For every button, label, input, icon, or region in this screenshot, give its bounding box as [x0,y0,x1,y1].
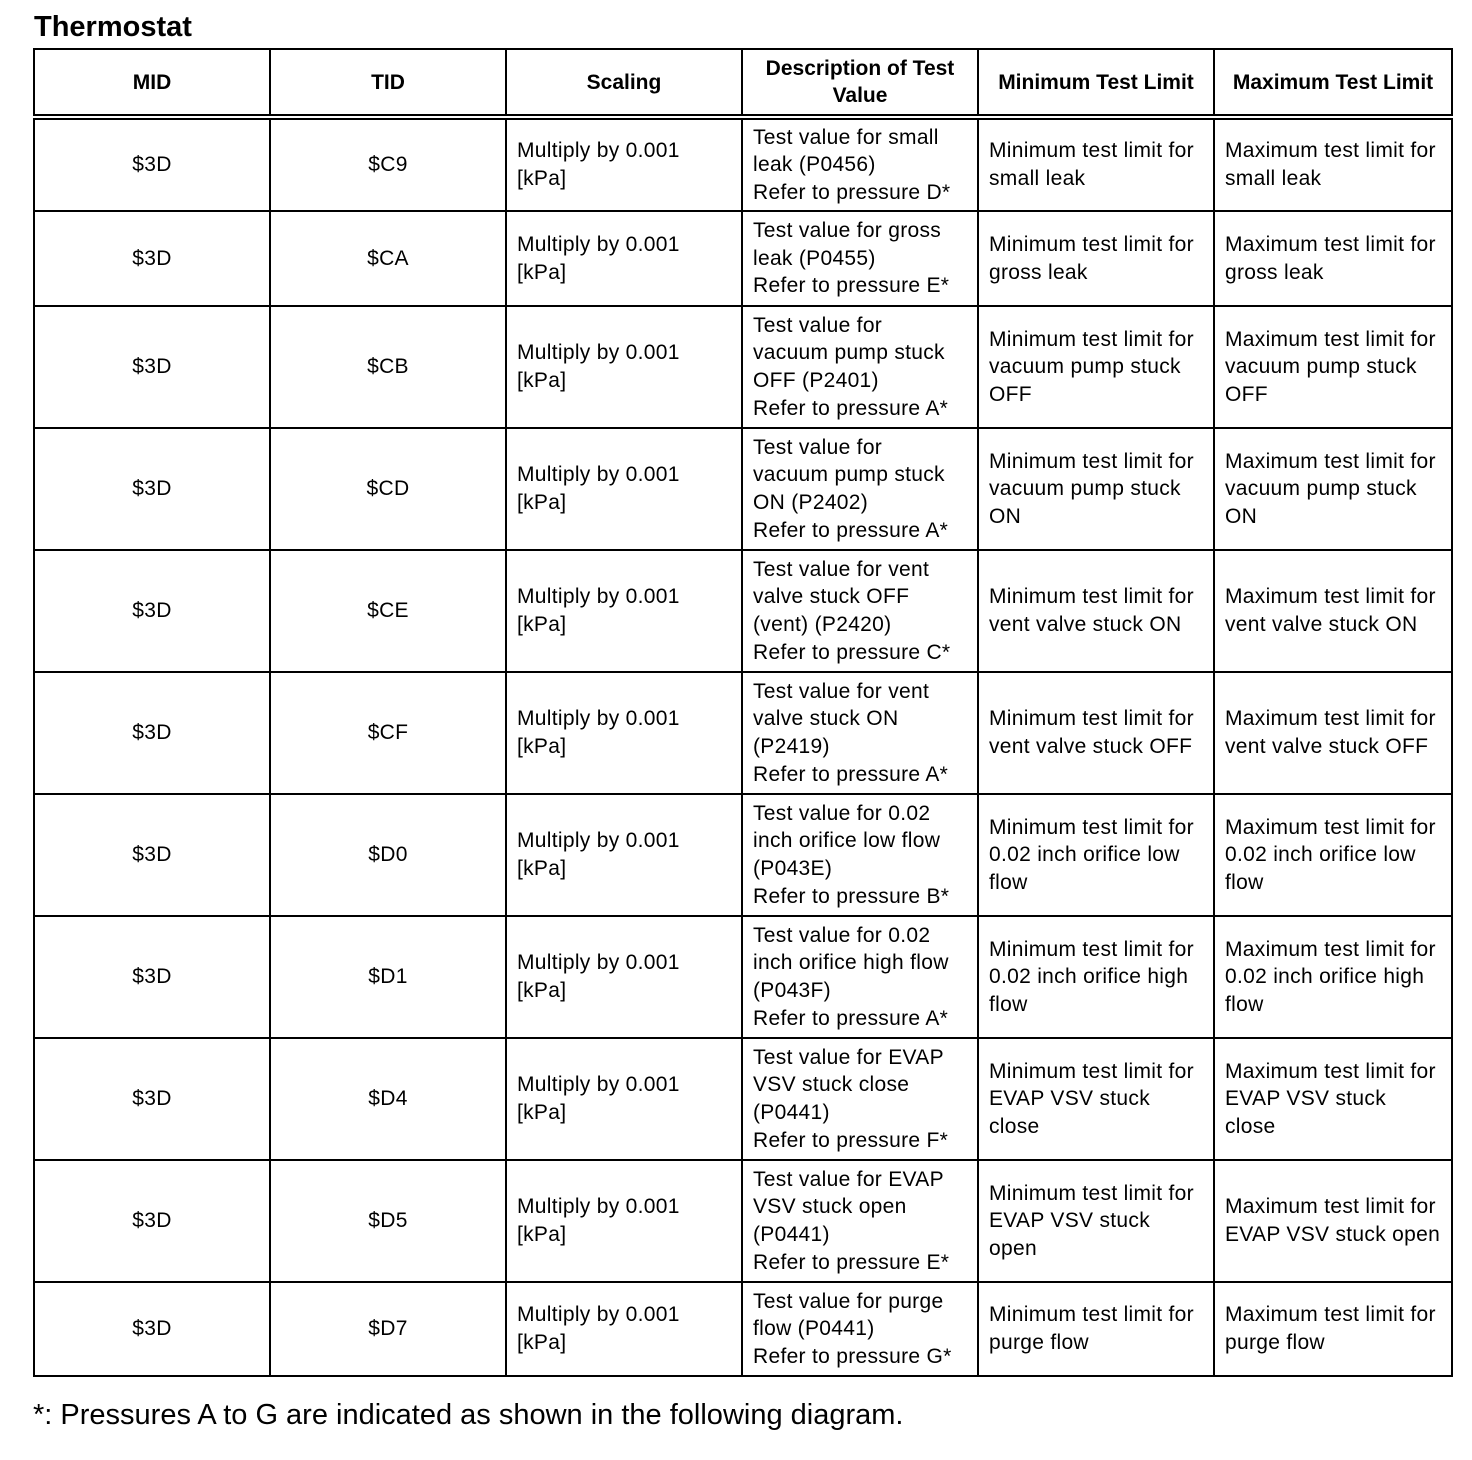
cell-min-limit: Minimum test limit for EVAP VSV stuck open [978,1160,1214,1282]
cell-min-limit: Minimum test limit for vent valve stuck ON [978,550,1214,672]
cell-scaling: Multiply by 0.001 [kPa] [506,672,742,794]
table-row [34,1160,1452,1282]
cell-min-limit: Minimum test limit for purge flow [978,1282,1214,1376]
cell-mid: $3D [34,211,270,306]
cell-mid: $3D [34,672,270,794]
cell-description: Test value for 0.02 inch orifice low flow (P043E) Refer to pressure B* [742,794,978,916]
cell-mid: $3D [34,1038,270,1160]
cell-min-limit: Minimum test limit for 0.02 inch orifice low flow [978,794,1214,916]
page-title: Thermostat [34,11,192,43]
cell-scaling: Multiply by 0.001 [kPa] [506,211,742,306]
cell-mid: $3D [34,1160,270,1282]
header-min-limit: Minimum Test Limit [978,49,1214,117]
cell-min-limit: Minimum test limit for EVAP VSV stuck close [978,1038,1214,1160]
cell-tid: $CB [270,306,506,428]
cell-description: Test value for small leak (P0456) Refer to pressure D* [742,117,978,211]
cell-mid: $3D [34,794,270,916]
cell-max-limit: Maximum test limit for EVAP VSV stuck open [1214,1160,1452,1282]
cell-scaling: Multiply by 0.001 [kPa] [506,1038,742,1160]
cell-min-limit: Minimum test limit for vacuum pump stuck ON [978,428,1214,550]
monitor-test-table [33,48,1453,1377]
cell-description: Test value for gross leak (P0455) Refer to pressure E* [742,211,978,306]
cell-max-limit: Maximum test limit for purge flow [1214,1282,1452,1376]
cell-tid: $CD [270,428,506,550]
cell-min-limit: Minimum test limit for small leak [978,117,1214,211]
cell-description: Test value for vent valve stuck ON (P2419) Refer to pressure A* [742,672,978,794]
cell-description: Test value for vent valve stuck OFF (vent) (P2420) Refer to pressure C* [742,550,978,672]
table-row [34,550,1452,672]
table-row [34,794,1452,916]
table-row [34,1038,1452,1160]
table-row [34,117,1452,211]
cell-scaling: Multiply by 0.001 [kPa] [506,1160,742,1282]
table-row [34,428,1452,550]
header-max-limit: Maximum Test Limit [1214,49,1452,117]
cell-description: Test value for purge flow (P0441) Refer to pressure G* [742,1282,978,1376]
cell-description: Test value for 0.02 inch orifice high flow (P043F) Refer to pressure A* [742,916,978,1038]
cell-scaling: Multiply by 0.001 [kPa] [506,117,742,211]
header-tid: TID [270,49,506,117]
table-row [34,211,1452,306]
cell-tid: $D4 [270,1038,506,1160]
header-description: Description of Test Value [742,49,978,117]
footnote: *: Pressures A to G are indicated as shown in the following diagram. [33,1399,904,1431]
cell-min-limit: Minimum test limit for 0.02 inch orifice high flow [978,916,1214,1038]
cell-max-limit: Maximum test limit for vent valve stuck OFF [1214,672,1452,794]
cell-max-limit: Maximum test limit for vacuum pump stuck OFF [1214,306,1452,428]
cell-scaling: Multiply by 0.001 [kPa] [506,550,742,672]
table-row [34,1282,1452,1376]
cell-mid: $3D [34,306,270,428]
table-row [34,306,1452,428]
cell-tid: $D1 [270,916,506,1038]
cell-tid: $D7 [270,1282,506,1376]
cell-scaling: Multiply by 0.001 [kPa] [506,306,742,428]
cell-max-limit: Maximum test limit for 0.02 inch orifice high flow [1214,916,1452,1038]
cell-mid: $3D [34,428,270,550]
cell-max-limit: Maximum test limit for 0.02 inch orifice low flow [1214,794,1452,916]
cell-mid: $3D [34,1282,270,1376]
header-mid: MID [34,49,270,117]
cell-tid: $CE [270,550,506,672]
cell-mid: $3D [34,550,270,672]
cell-scaling: Multiply by 0.001 [kPa] [506,1282,742,1376]
table-row [34,916,1452,1038]
cell-tid: $CA [270,211,506,306]
cell-scaling: Multiply by 0.001 [kPa] [506,916,742,1038]
header-scaling: Scaling [506,49,742,117]
cell-max-limit: Maximum test limit for gross leak [1214,211,1452,306]
cell-max-limit: Maximum test limit for small leak [1214,117,1452,211]
cell-min-limit: Minimum test limit for vent valve stuck OFF [978,672,1214,794]
cell-tid: $D5 [270,1160,506,1282]
table-header-row [34,49,1452,117]
cell-description: Test value for EVAP VSV stuck open (P0441) Refer to pressure E* [742,1160,978,1282]
cell-scaling: Multiply by 0.001 [kPa] [506,794,742,916]
cell-mid: $3D [34,117,270,211]
cell-max-limit: Maximum test limit for vent valve stuck ON [1214,550,1452,672]
cell-max-limit: Maximum test limit for EVAP VSV stuck close [1214,1038,1452,1160]
cell-mid: $3D [34,916,270,1038]
cell-description: Test value for vacuum pump stuck OFF (P2401) Refer to pressure A* [742,306,978,428]
cell-scaling: Multiply by 0.001 [kPa] [506,428,742,550]
cell-description: Test value for EVAP VSV stuck close (P0441) Refer to pressure F* [742,1038,978,1160]
cell-tid: $CF [270,672,506,794]
table-row [34,672,1452,794]
cell-min-limit: Minimum test limit for gross leak [978,211,1214,306]
cell-tid: $C9 [270,117,506,211]
cell-min-limit: Minimum test limit for vacuum pump stuck OFF [978,306,1214,428]
cell-tid: $D0 [270,794,506,916]
cell-description: Test value for vacuum pump stuck ON (P2402) Refer to pressure A* [742,428,978,550]
cell-max-limit: Maximum test limit for vacuum pump stuck ON [1214,428,1452,550]
